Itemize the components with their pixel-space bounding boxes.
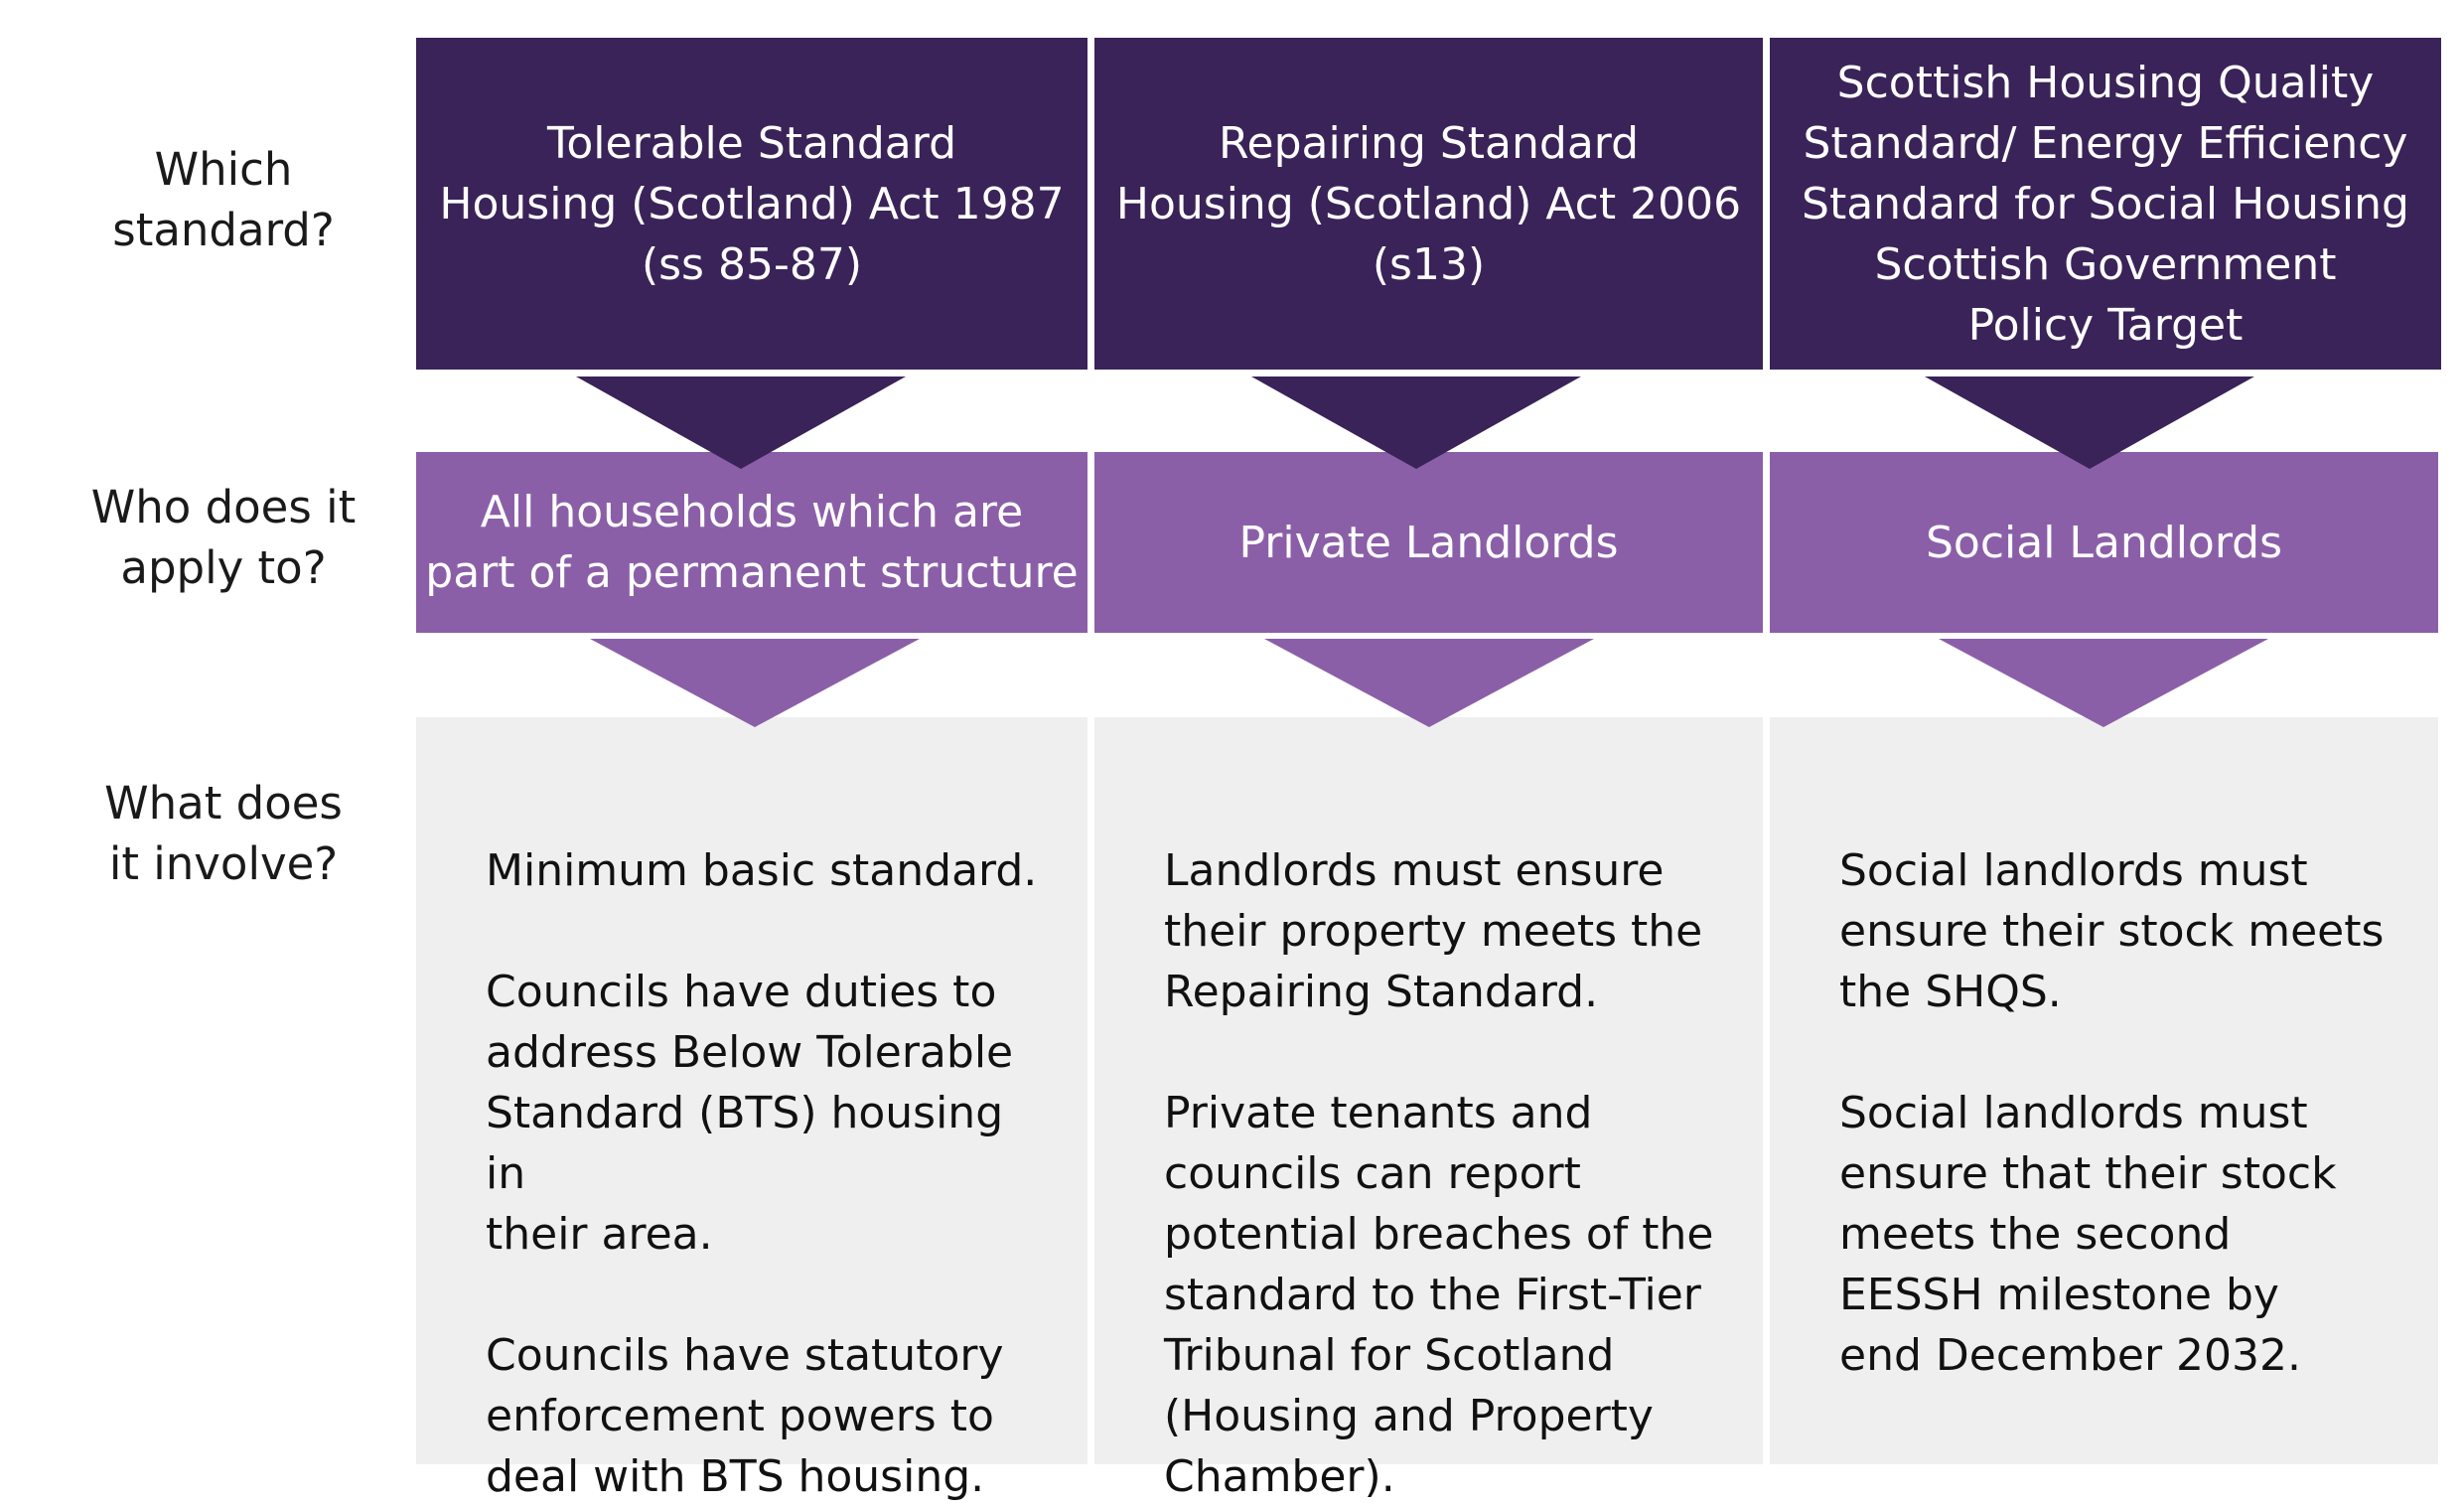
standard-box-repairing [1094,38,1763,370]
applies-box-all-households [416,452,1087,633]
involves-text: Social landlords must ensure their stock meets the SHQS. Social landlords must ensure that their stock meets the second EESSH milestone by end December 2032. [1839,845,2385,1381]
applies-box-private-landlords [1094,452,1763,633]
standard-box-shqs [1770,38,2441,370]
applies-text: Social Landlords [1925,517,2283,568]
involves-box-shqs [1770,717,2438,1464]
applies-box-social-landlords [1770,452,2438,633]
arrow-down-icon [1264,639,1594,727]
involves-box-repairing [1094,717,1763,1502]
standard-text: Tolerable Standard Housing (Scotland) Act 1987 (ss 85-87) [439,117,1065,290]
applies-text: All households which are part of a permanent structure [425,487,1079,598]
standard-text: Scottish Housing Quality Standard/ Energy Efficiency Standard for Social Housing Scottish Government Policy Target [1802,57,2409,351]
row-label-what-involves: What does it involve? [104,777,343,890]
arrow-down-icon [590,639,920,727]
involves-text: Landlords must ensure their property meets the Repairing Standard. Private tenants and councils can report potential breaches of the standard to the First-Tier Tribunal for Scotland (Housing and Property Chamber). [1164,845,1714,1502]
standard-text: Repairing Standard Housing (Scotland) Act 2006 (s13) [1115,117,1742,290]
involves-box-tolerable [416,717,1087,1502]
row-label-which-standard: Which standard? [112,143,335,256]
arrow-down-icon [1939,639,2268,727]
standard-box-tolerable [416,38,1087,370]
involves-text: Minimum basic standard. Councils have duties to address Below Tolerable Standard (BTS) housing in their area. Councils have statutory enforcement powers to deal with BTS housing. [486,845,1038,1502]
applies-text: Private Landlords [1238,517,1619,568]
row-label-who-applies: Who does it apply to? [90,481,357,594]
